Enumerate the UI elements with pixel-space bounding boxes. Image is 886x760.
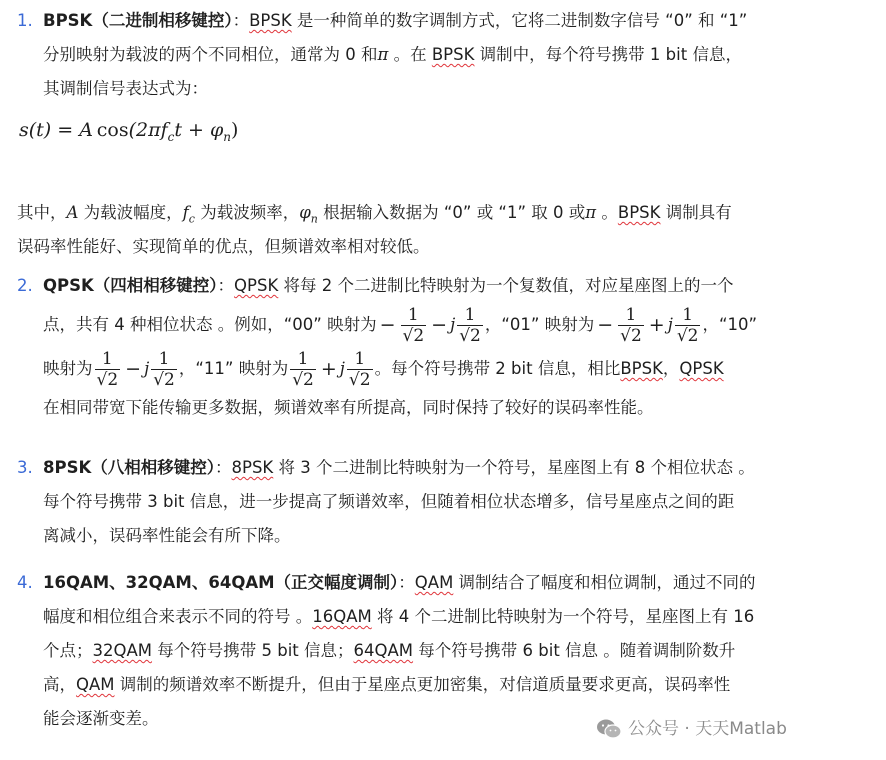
fraction: $\frac{1}{√2}$ <box>153 348 175 390</box>
list-body: QPSK（四相相移键控）：QPSK 将每 2 个二进制比特映射为一个复数值，对应星座图上的一个 点，共有 4 种相位状态 。例如，“00” 映射为 − $\frac{1}{√2}$ − j $\frac{1}{√2}$ ，“01” 映射为 − $\frac{1}{√2}$ + j $\frac{1}{√2}$ ，“10” 映射为 $\frac{1}{√2}$ − j $\frac{1}{√2}$ ，“11” 映射为 $\frac{1}{√2}$ + j $\frac{1}{√2}$ 。每个符号携带 2 bit 信息，相比 BPSK ， QPSK 在相同带宽下能传输更多数据，频谱效率有所提高，同时保持了较好的误码率性能。 <box>43 269 886 425</box>
list-body: 8PSK（八相相移键控）：8PSK 将 3 个二进制比特映射为一个符号，星座图上有 8 个相位状态 。 每个符号携带 3 bit 信息，进一步提高了频谱效率，但随着相位状态增多，信号星座点之间的距 离减小，误码率性能会有所下降。 <box>43 458 755 545</box>
item-title: BPSK（二进制相移键控） <box>43 11 233 30</box>
fraction: $\frac{1}{√2}$ <box>676 304 699 346</box>
fraction: $\frac{1}{√2}$ <box>348 348 371 390</box>
item-title: 8PSK（八相相移键控） <box>43 458 215 477</box>
list-number: 4. <box>17 573 33 592</box>
list-number: 3. <box>17 458 33 477</box>
fraction: $\frac{1}{√2}$ <box>620 304 642 346</box>
item-title: QPSK（四相相移键控） <box>43 276 218 295</box>
bpsk-explanation: 其中，A 为载波幅度，$f_c$ 为载波频率，$\varphi_n$ 根据输入数据为 “0” 或 “1” 取 0 或π 。BPSK 调制具有 误码率性能好、实现简单的优点，但频谱效率相对较低。 <box>17 203 732 256</box>
fraction: $\frac{1}{√2}$ <box>292 348 314 390</box>
list-body: 16QAM、32QAM、64QAM（正交幅度调制）：QAM 调制结合了幅度和相位调制，通过不同的 幅度和相位组合来表示不同的符号 。16QAM 将 4 个二进制比特映射为一个符号，星座图上有 16 个点；32QAM 每个符号携带 5 bit 信息；64QAM 每个符号携带 6 bit 信息 。随着调制阶数升 高，QAM 调制的频谱效率不断提升，但由于星座点更加密集，对信道质量要求更高，误码率性 能会逐渐变差。 <box>43 573 756 728</box>
list-number: 1. <box>17 11 33 30</box>
watermark-text: 公众号 · 天天Matlab <box>628 719 787 739</box>
fraction: $\frac{1}{√2}$ <box>96 348 119 390</box>
fraction: $\frac{1}{√2}$ <box>459 304 481 346</box>
watermark <box>596 712 787 746</box>
fraction: $\frac{1}{√2}$ <box>402 304 425 346</box>
qpsk-mapping-line-1: 点，共有 4 种相位状态 。例如，“00” 映射为 − $\frac{1}{√2}$ − j $\frac{1}{√2}$ ，“01” 映射为 − $\frac{1}{√2}$ + j $\frac{1}{√2}$ ，“10” <box>43 304 758 346</box>
item-title: 16QAM、32QAM、64QAM（正交幅度调制） <box>43 573 399 592</box>
qpsk-mapping-line-2: 映射为 $\frac{1}{√2}$ − j $\frac{1}{√2}$ ，“11” 映射为 $\frac{1}{√2}$ + j $\frac{1}{√2}$ 。每个符号携带 2 bit 信息，相比 BPSK ， QPSK <box>43 348 724 390</box>
wechat-icon <box>596 718 622 740</box>
list-body: BPSK（二进制相移键控）：BPSK 是一种简单的数字调制方式，它将二进制数字信号 “0” 和 “1” 分别映射为载波的两个不同相位，通常为 0 和π 。在 BPSK 调制中，每个符号携带 1 bit 信息， 其调制信号表达式为： <box>43 11 748 98</box>
list-number: 2. <box>17 276 33 295</box>
bpsk-formula: s(t) = A $\cos(2\pi f_ct + \varphi_n)$ <box>19 119 239 144</box>
